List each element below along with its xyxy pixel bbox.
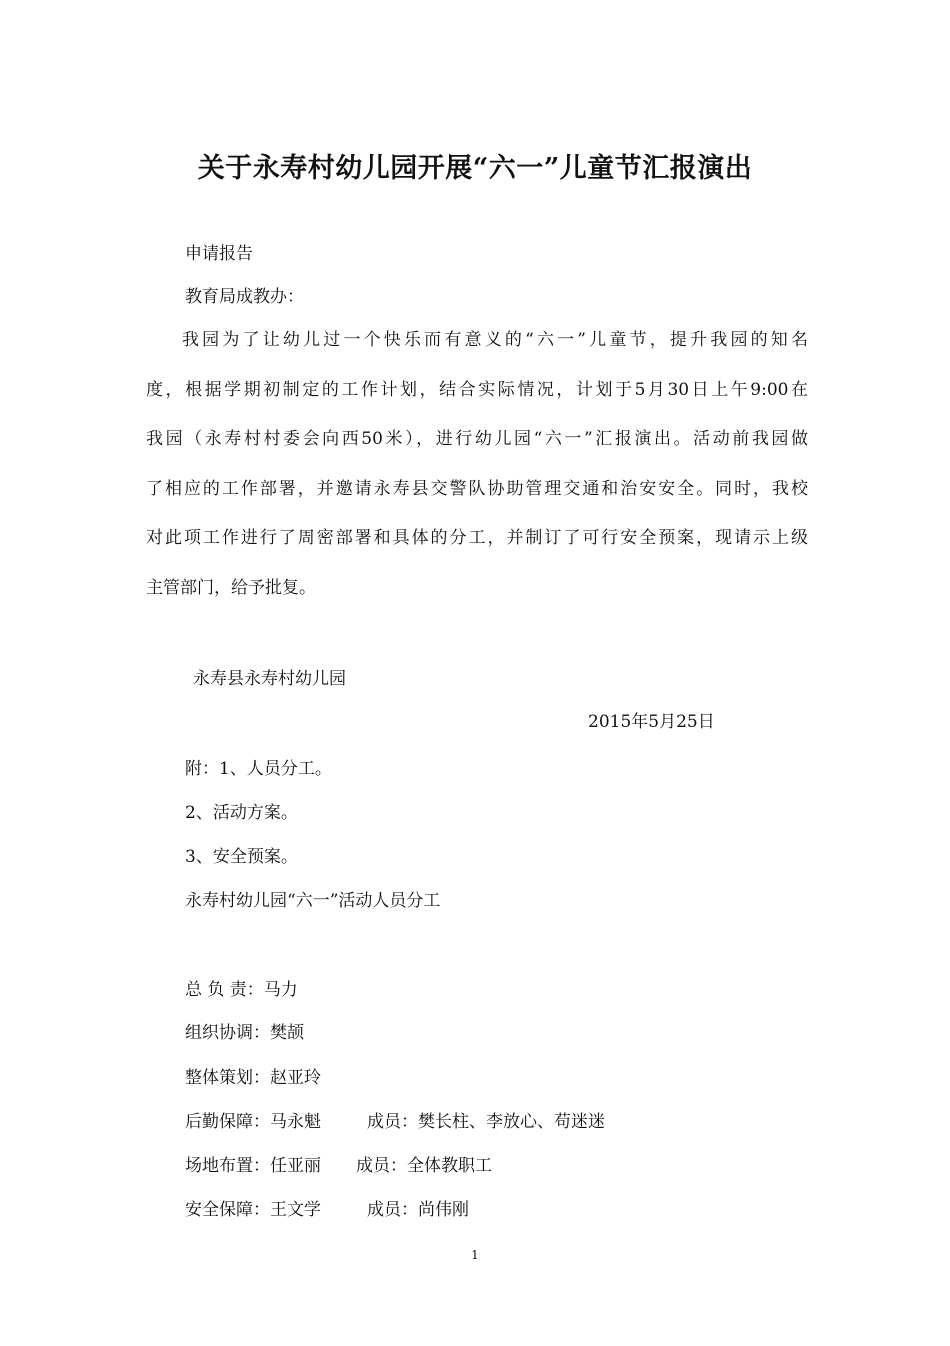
signature: 永寿县永寿村幼儿园 [193,669,346,689]
staff-row [185,1154,492,1178]
staff-leader: 王文学 [270,1200,321,1220]
staff-leader: 任亚丽 [270,1156,321,1176]
attachment-item: 3、安全预案。 [185,847,298,867]
body-line: 我园为了让幼儿过一个快乐而有意义的“六一”儿童节，提升我园的知名 [182,330,808,350]
staff-role: 总 负 责： [185,980,264,1000]
staff-row [185,1066,321,1090]
staff-heading: 永寿村幼儿园“六一”活动人员分工 [185,891,441,911]
body-line: 对此项工作进行了周密部署和具体的分工，并制订了可行安全预案，现请示上级 [146,528,808,548]
body-line: 我园（永寿村村委会向西50米），进行幼儿园“六一”汇报演出。活动前我园做 [146,429,808,449]
staff-role: 安全保障： [185,1200,270,1220]
addressee: 教育局成教办： [185,287,304,307]
staff-leader: 马力 [263,980,298,1000]
staff-row [185,1110,605,1134]
staff-role: 场地布置： [185,1156,270,1176]
body-line: 度，根据学期初制定的工作计划，结合实际情况，计划于5月30日上午9:00在 [146,379,808,400]
staff-row [185,1198,469,1222]
staff-row [185,978,298,1002]
attachment-item: 附：1、人员分工。 [185,759,332,779]
staff-leader: 马永魁 [270,1112,321,1132]
body-line: 主管部门，给予批复。 [146,577,316,598]
staff-row [185,1021,304,1045]
staff-members: 成员：全体教职工 [356,1156,492,1176]
body-paragraph [146,328,808,625]
signature-date: 2015年5月25日 [588,712,715,732]
document-title: 关于永寿村幼儿园开展“六一”儿童节汇报演出 [197,153,753,184]
body-line: 了相应的工作部署，并邀请永寿县交警队协助管理交通和治安安全。同时，我校 [146,478,808,499]
page-number: 1 [471,1248,479,1262]
staff-role: 整体策划： [185,1068,270,1088]
staff-members: 成员：尚伟刚 [367,1200,469,1220]
staff-role: 组织协调： [185,1023,270,1043]
staff-leader: 樊颉 [270,1023,304,1043]
staff-role: 后勤保障： [185,1112,270,1132]
staff-leader: 赵亚玲 [270,1068,321,1088]
attachment-item: 2、活动方案。 [185,803,298,823]
staff-members: 成员：樊长柱、李放心、苟迷迷 [367,1112,605,1132]
report-subtitle: 申请报告 [185,244,253,264]
